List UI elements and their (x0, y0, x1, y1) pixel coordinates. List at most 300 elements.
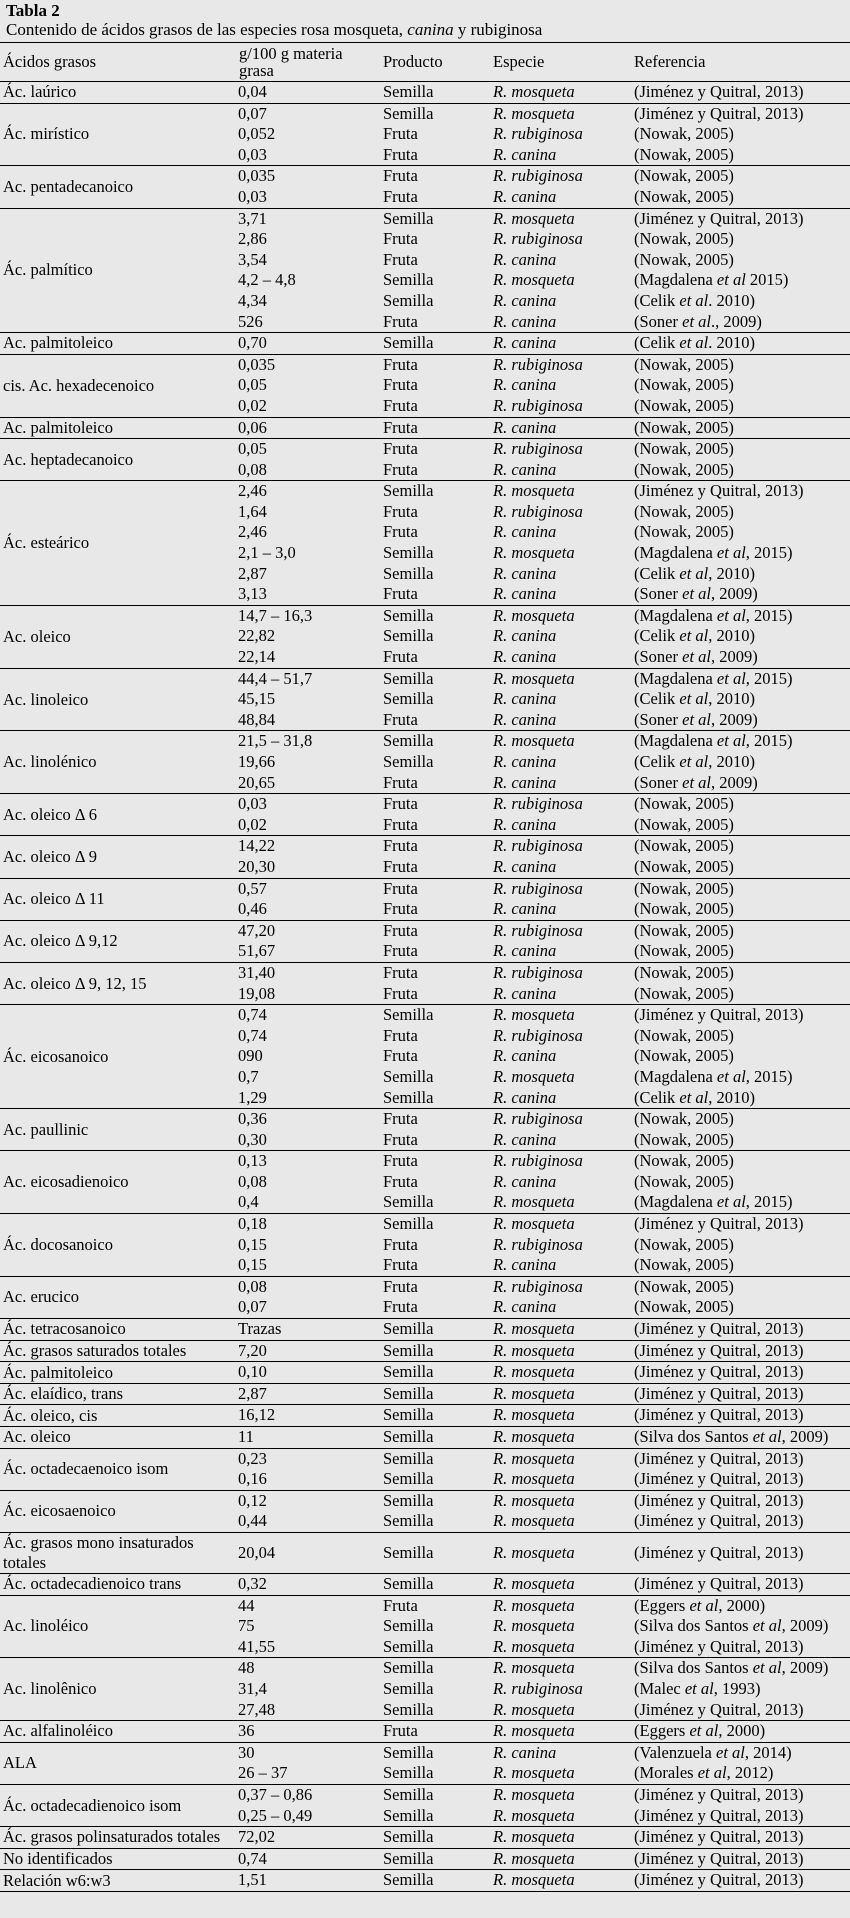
product-cell (380, 354, 490, 417)
product-cell (380, 920, 490, 962)
product-value: Fruta (383, 417, 418, 437)
acid-cell: Ac. linoleico (0, 668, 236, 731)
species-value: R. rubiginosa (493, 794, 583, 814)
reference-part: (Jiménez y Quitral, 2013) (634, 208, 804, 228)
reference-part: , 2010) (708, 689, 755, 709)
species-value: R. mosqueta (493, 1511, 575, 1531)
product-cell (380, 1595, 490, 1658)
product-value: Semilla (383, 270, 434, 290)
amount-value: 0,10 (238, 1362, 267, 1382)
amount-value: 0,7 (238, 1066, 259, 1086)
species-cell (490, 481, 631, 606)
reference-cell (631, 1573, 850, 1595)
species-cell (490, 1405, 631, 1427)
product-cell (380, 1340, 490, 1362)
reference-part: (Jiménez y Quitral, 2013) (634, 1005, 804, 1025)
acid-cell: Ác. docosanoico (0, 1214, 236, 1277)
table-row (0, 836, 850, 878)
amount-value: 0,36 (238, 1109, 267, 1129)
reference-part: (Soner (634, 772, 683, 792)
table-row (0, 878, 850, 920)
reference-value (634, 564, 848, 585)
reference-part: (Soner (634, 709, 683, 729)
amount-value: 31,4 (238, 1678, 267, 1698)
reference-part: (Jiménez y Quitral, 2013) (634, 1870, 804, 1890)
reference-value (634, 689, 848, 710)
table-row (0, 1151, 850, 1214)
table-row (0, 439, 850, 481)
reference-cell (631, 1827, 850, 1849)
reference-cell (631, 1362, 850, 1384)
species-value: R. mosqueta (493, 1469, 575, 1489)
reference-part: , 2009) (711, 709, 758, 729)
reference-cell (631, 1340, 850, 1362)
amount-cell (236, 481, 380, 606)
reference-part: (Jiménez y Quitral, 2013) (634, 1405, 804, 1425)
product-value: Fruta (383, 186, 418, 206)
table-body (0, 82, 850, 1892)
reference-part: et al (679, 1087, 709, 1107)
acid-cell: Ác. octadecaenoico isom (0, 1448, 236, 1490)
product-value: Fruta (383, 229, 418, 249)
reference-part: (Soner (634, 311, 683, 331)
reference-part: (Nowak, 2005) (634, 417, 734, 437)
acid-cell: Ác. octadecadienoico isom (0, 1784, 236, 1826)
species-value: R. mosqueta (493, 605, 575, 625)
acid-cell: Ac. linolénico (0, 731, 236, 794)
amount-value: 44,4 – 51,7 (238, 668, 313, 688)
amount-value: 7,20 (238, 1340, 267, 1360)
amount-cell (236, 1340, 380, 1362)
product-cell (380, 208, 490, 333)
product-value: Fruta (383, 501, 418, 521)
reference-part: (Soner (634, 647, 683, 667)
amount-value: 3,71 (238, 208, 267, 228)
reference-value (634, 270, 848, 291)
acid-cell: Ac. palmitoleico (0, 417, 236, 439)
caption-text (6, 20, 844, 40)
product-value: Semilla (383, 1192, 434, 1212)
species-value: R. canina (493, 563, 557, 583)
product-value: Fruta (383, 1129, 418, 1149)
reference-part: (Magdalena (634, 1066, 717, 1086)
amount-value: 0,08 (238, 1171, 267, 1191)
reference-cell (631, 836, 850, 878)
amount-value: 0,035 (238, 354, 276, 374)
amount-cell (236, 103, 380, 166)
product-value: Semilla (383, 1699, 434, 1719)
species-value: R. mosqueta (493, 668, 575, 688)
species-cell (490, 1658, 631, 1721)
amount-value: 2,46 (238, 522, 267, 542)
species-cell (490, 1848, 631, 1870)
reference-cell (631, 208, 850, 333)
amount-value: 26 – 37 (238, 1763, 288, 1783)
product-cell (380, 1532, 490, 1573)
product-cell (380, 836, 490, 878)
product-value: Fruta (383, 1276, 418, 1296)
reference-part: et al (679, 689, 709, 709)
species-value: R. rubiginosa (493, 1234, 583, 1254)
reference-value (634, 124, 848, 145)
reference-part: (Magdalena (634, 543, 717, 563)
amount-cell (236, 1573, 380, 1595)
species-value: R. canina (493, 144, 557, 164)
reference-part: (Nowak, 2005) (634, 249, 734, 269)
reference-value (634, 710, 848, 731)
acid-cell: Ác. laúrico (0, 82, 236, 104)
amount-cell (236, 1005, 380, 1109)
reference-part: (Nowak, 2005) (634, 1297, 734, 1317)
species-value: R. canina (493, 249, 557, 269)
amount-cell (236, 1721, 380, 1743)
reference-value (634, 1870, 848, 1891)
species-value: R. canina (493, 186, 557, 206)
reference-part: et al (679, 290, 709, 310)
reference-value (634, 1616, 848, 1637)
table-row (0, 1490, 850, 1532)
species-value: R. canina (493, 1297, 557, 1317)
product-value: Semilla (383, 731, 434, 751)
product-cell (380, 794, 490, 836)
product-value: Fruta (383, 1595, 418, 1615)
species-cell (490, 208, 631, 333)
acid-cell: Ác. octadecadienoico trans (0, 1573, 236, 1595)
product-cell (380, 962, 490, 1004)
amount-cell (236, 1658, 380, 1721)
table-row (0, 1383, 850, 1405)
species-cell (490, 1109, 631, 1151)
reference-part: (Celik (634, 563, 680, 583)
reference-value (634, 921, 848, 942)
species-cell (490, 668, 631, 731)
product-cell (380, 1658, 490, 1721)
product-value: Semilla (383, 1658, 434, 1678)
reference-cell (631, 1721, 850, 1743)
reference-part: 2015) (745, 270, 789, 290)
reference-value (634, 1785, 848, 1806)
species-value: R. mosqueta (493, 1448, 575, 1468)
amount-value: 0,74 (238, 1005, 267, 1025)
reference-part: (Magdalena (634, 270, 717, 290)
reference-value (634, 731, 848, 752)
reference-part: et al (716, 1192, 746, 1212)
table-row (0, 1005, 850, 1109)
amount-value: 36 (238, 1721, 255, 1741)
amount-value: 0,13 (238, 1151, 267, 1171)
species-value: R. rubiginosa (493, 962, 583, 982)
reference-part: (Nowak, 2005) (634, 1129, 734, 1149)
reference-value (634, 584, 848, 605)
acid-cell: Ác. oleico, cis (0, 1405, 236, 1427)
species-value: R. canina (493, 459, 557, 479)
acid-cell: Ác. esteárico (0, 481, 236, 606)
product-value: Fruta (383, 962, 418, 982)
table-row (0, 417, 850, 439)
reference-cell (631, 962, 850, 1004)
species-value: R. mosqueta (493, 1362, 575, 1382)
product-value: Fruta (383, 1171, 418, 1191)
species-cell (490, 836, 631, 878)
reference-cell (631, 82, 850, 104)
species-value: R. rubiginosa (493, 439, 583, 459)
reference-value (634, 857, 848, 878)
reference-value (634, 1427, 848, 1448)
reference-part: et al (679, 752, 709, 771)
reference-part: (Jiménez y Quitral, 2013) (634, 1699, 804, 1719)
product-value: Semilla (383, 1742, 434, 1762)
product-value: Fruta (383, 584, 418, 604)
amount-value: 2,87 (238, 1383, 267, 1403)
species-value: R. rubiginosa (493, 1025, 583, 1045)
reference-value (634, 166, 848, 187)
table-row (0, 1405, 850, 1427)
species-value: R. mosqueta (493, 1721, 575, 1741)
amount-value: 0,25 – 0,49 (238, 1805, 313, 1825)
species-cell (490, 1383, 631, 1405)
reference-value (634, 1405, 848, 1426)
table-row (0, 1721, 850, 1743)
product-value: Semilla (383, 333, 434, 353)
reference-part: (Soner (634, 584, 683, 604)
product-value: Fruta (383, 814, 418, 834)
species-value: R. mosqueta (493, 1636, 575, 1656)
reference-value (634, 460, 848, 481)
species-value: R. rubiginosa (493, 836, 583, 856)
acid-cell: Relación w6:w3 (0, 1870, 236, 1892)
table-row (0, 1595, 850, 1658)
product-cell (380, 1383, 490, 1405)
reference-value (634, 1341, 848, 1362)
amount-value: 75 (238, 1616, 255, 1636)
reference-value (634, 187, 848, 208)
acid-cell: Ac. erucico (0, 1276, 236, 1318)
amount-value: 0,12 (238, 1490, 267, 1510)
acid-cell: Ac. paullinic (0, 1109, 236, 1151)
amount-cell (236, 794, 380, 836)
product-value: Fruta (383, 1046, 418, 1066)
reference-part: (Celik (634, 752, 680, 771)
acid-cell: Ac. palmitoleico (0, 333, 236, 355)
amount-value: 0,05 (238, 439, 267, 459)
reference-part: (Nowak, 2005) (634, 229, 734, 249)
amount-value: Trazas (238, 1319, 282, 1339)
table-row (0, 605, 850, 668)
species-cell (490, 1721, 631, 1743)
amount-value: 0,46 (238, 899, 267, 919)
reference-value (634, 1574, 848, 1595)
product-cell (380, 1848, 490, 1870)
product-value: Fruta (383, 647, 418, 667)
acid-cell: Ac. oleico Δ 9, 12, 15 (0, 962, 236, 1004)
reference-part: (Nowak, 2005) (634, 983, 734, 1003)
reference-value (634, 145, 848, 166)
amount-cell (236, 82, 380, 104)
reference-part: , 2010) (708, 626, 755, 646)
species-cell (490, 1427, 631, 1449)
reference-value (634, 543, 848, 564)
amount-value: 0,15 (238, 1255, 267, 1275)
species-cell (490, 1340, 631, 1362)
product-value: Semilla (383, 1827, 434, 1847)
table-caption (0, 0, 850, 42)
product-cell (380, 1405, 490, 1427)
species-value: R. canina (493, 1742, 557, 1762)
table-row (0, 668, 850, 731)
header-reference: Referencia (631, 43, 850, 82)
amount-value: 51,67 (238, 941, 276, 961)
product-cell (380, 481, 490, 606)
amount-value: 0,18 (238, 1214, 267, 1234)
table-row (0, 103, 850, 166)
product-value: Fruta (383, 375, 418, 395)
species-value: R. canina (493, 899, 557, 919)
reference-value (634, 1172, 848, 1193)
reference-cell (631, 1784, 850, 1826)
reference-part: (Nowak, 2005) (634, 522, 734, 542)
species-value: R. mosqueta (493, 103, 575, 123)
table-row (0, 1573, 850, 1595)
amount-value: 20,30 (238, 856, 276, 876)
reference-part: , 2000) (718, 1595, 766, 1615)
product-value: Semilla (383, 1319, 434, 1339)
species-value: R. canina (493, 983, 557, 1003)
reference-part: (Jiménez y Quitral, 2013) (634, 1362, 804, 1382)
reference-cell (631, 1427, 850, 1449)
caption-text-part: y rubiginosa (453, 20, 543, 39)
species-value: R. mosqueta (493, 82, 575, 101)
reference-part: (Nowak, 2005) (634, 459, 734, 479)
product-value: Fruta (383, 772, 418, 792)
species-value: R. canina (493, 941, 557, 961)
reference-value (634, 1806, 848, 1827)
reference-cell (631, 1490, 850, 1532)
reference-value (634, 1235, 848, 1256)
amount-value: 20,04 (238, 1542, 276, 1562)
reference-cell (631, 333, 850, 355)
reference-value (634, 1511, 848, 1532)
reference-value (634, 1469, 848, 1490)
reference-part: (Magdalena (634, 605, 717, 625)
reference-value (634, 773, 848, 794)
table-row (0, 82, 850, 104)
species-cell (490, 1532, 631, 1573)
product-value: Semilla (383, 1405, 434, 1425)
amount-cell (236, 417, 380, 439)
species-cell (490, 1573, 631, 1595)
product-cell (380, 1362, 490, 1384)
reference-part: (Nowak, 2005) (634, 1276, 734, 1296)
acid-cell: Ác. grasos mono insaturados totales (0, 1532, 236, 1573)
reference-part: , 2009) (711, 647, 758, 667)
product-cell (380, 605, 490, 668)
product-value: Semilla (383, 1784, 434, 1804)
product-value: Semilla (383, 1066, 434, 1086)
species-value: R. canina (493, 856, 557, 876)
reference-value (634, 375, 848, 396)
species-cell (490, 1490, 631, 1532)
reference-part: (Nowak, 2005) (634, 186, 734, 206)
reference-value (634, 879, 848, 900)
amount-cell (236, 605, 380, 668)
amount-value: 526 (238, 311, 263, 331)
reference-part: (Magdalena (634, 668, 717, 688)
reference-part: , 2015) (745, 731, 793, 751)
reference-value (634, 1067, 848, 1088)
header-product: Producto (380, 43, 490, 82)
reference-value (634, 1277, 848, 1298)
species-value: R. canina (493, 417, 557, 437)
amount-value: 14,7 – 16,3 (238, 605, 313, 625)
table-row (0, 794, 850, 836)
reference-part: (Nowak, 2005) (634, 899, 734, 919)
species-value: R. mosqueta (493, 1595, 575, 1615)
reference-part: , 2009) (781, 1427, 829, 1446)
reference-part: (Jiménez y Quitral, 2013) (634, 1784, 804, 1804)
amount-value: 22,14 (238, 647, 276, 667)
species-cell (490, 1362, 631, 1384)
acid-cell: Ac. linolênico (0, 1658, 236, 1721)
amount-cell (236, 1276, 380, 1318)
species-value: R. canina (493, 1087, 557, 1107)
reference-cell (631, 878, 850, 920)
reference-part: , 2015) (745, 1066, 793, 1086)
reference-value (634, 1005, 848, 1026)
table-row (0, 166, 850, 208)
acid-cell: Ac. heptadecanoico (0, 439, 236, 481)
species-cell (490, 1827, 631, 1849)
reference-part: et al (752, 1616, 782, 1636)
species-value: R. mosqueta (493, 1319, 575, 1339)
product-cell (380, 1109, 490, 1151)
reference-value (634, 1721, 848, 1742)
reference-value (634, 1743, 848, 1764)
reference-value (634, 229, 848, 250)
reference-part: (Nowak, 2005) (634, 836, 734, 856)
reference-cell (631, 668, 850, 731)
product-cell (380, 1276, 490, 1318)
amount-cell (236, 878, 380, 920)
product-value: Semilla (383, 1805, 434, 1825)
reference-part: et al (682, 311, 711, 331)
reference-part: (Jiménez y Quitral, 2013) (634, 1827, 804, 1847)
product-value: Semilla (383, 1678, 434, 1698)
species-cell (490, 354, 631, 417)
species-cell (490, 166, 631, 208)
reference-part: et al (697, 1763, 727, 1783)
reference-value (634, 794, 848, 815)
reference-part: , 2000) (718, 1721, 766, 1741)
amount-cell (236, 668, 380, 731)
species-value: R. rubiginosa (493, 354, 583, 374)
amount-value: 1,64 (238, 501, 267, 521)
acid-cell: Ac. oleico Δ 9,12 (0, 920, 236, 962)
reference-part: (Nowak, 2005) (634, 375, 734, 395)
species-cell (490, 1319, 631, 1341)
species-value: R. rubiginosa (493, 124, 583, 144)
reference-value (634, 1319, 848, 1340)
product-value: Fruta (383, 709, 418, 729)
reference-cell (631, 1383, 850, 1405)
product-value: Fruta (383, 983, 418, 1003)
reference-cell (631, 417, 850, 439)
species-value: R. rubiginosa (493, 229, 583, 249)
species-cell (490, 1151, 631, 1214)
reference-value (634, 82, 848, 103)
acid-cell: No identificados (0, 1848, 236, 1870)
species-value: R. canina (493, 311, 557, 331)
reference-part: (Celik (634, 1087, 680, 1107)
